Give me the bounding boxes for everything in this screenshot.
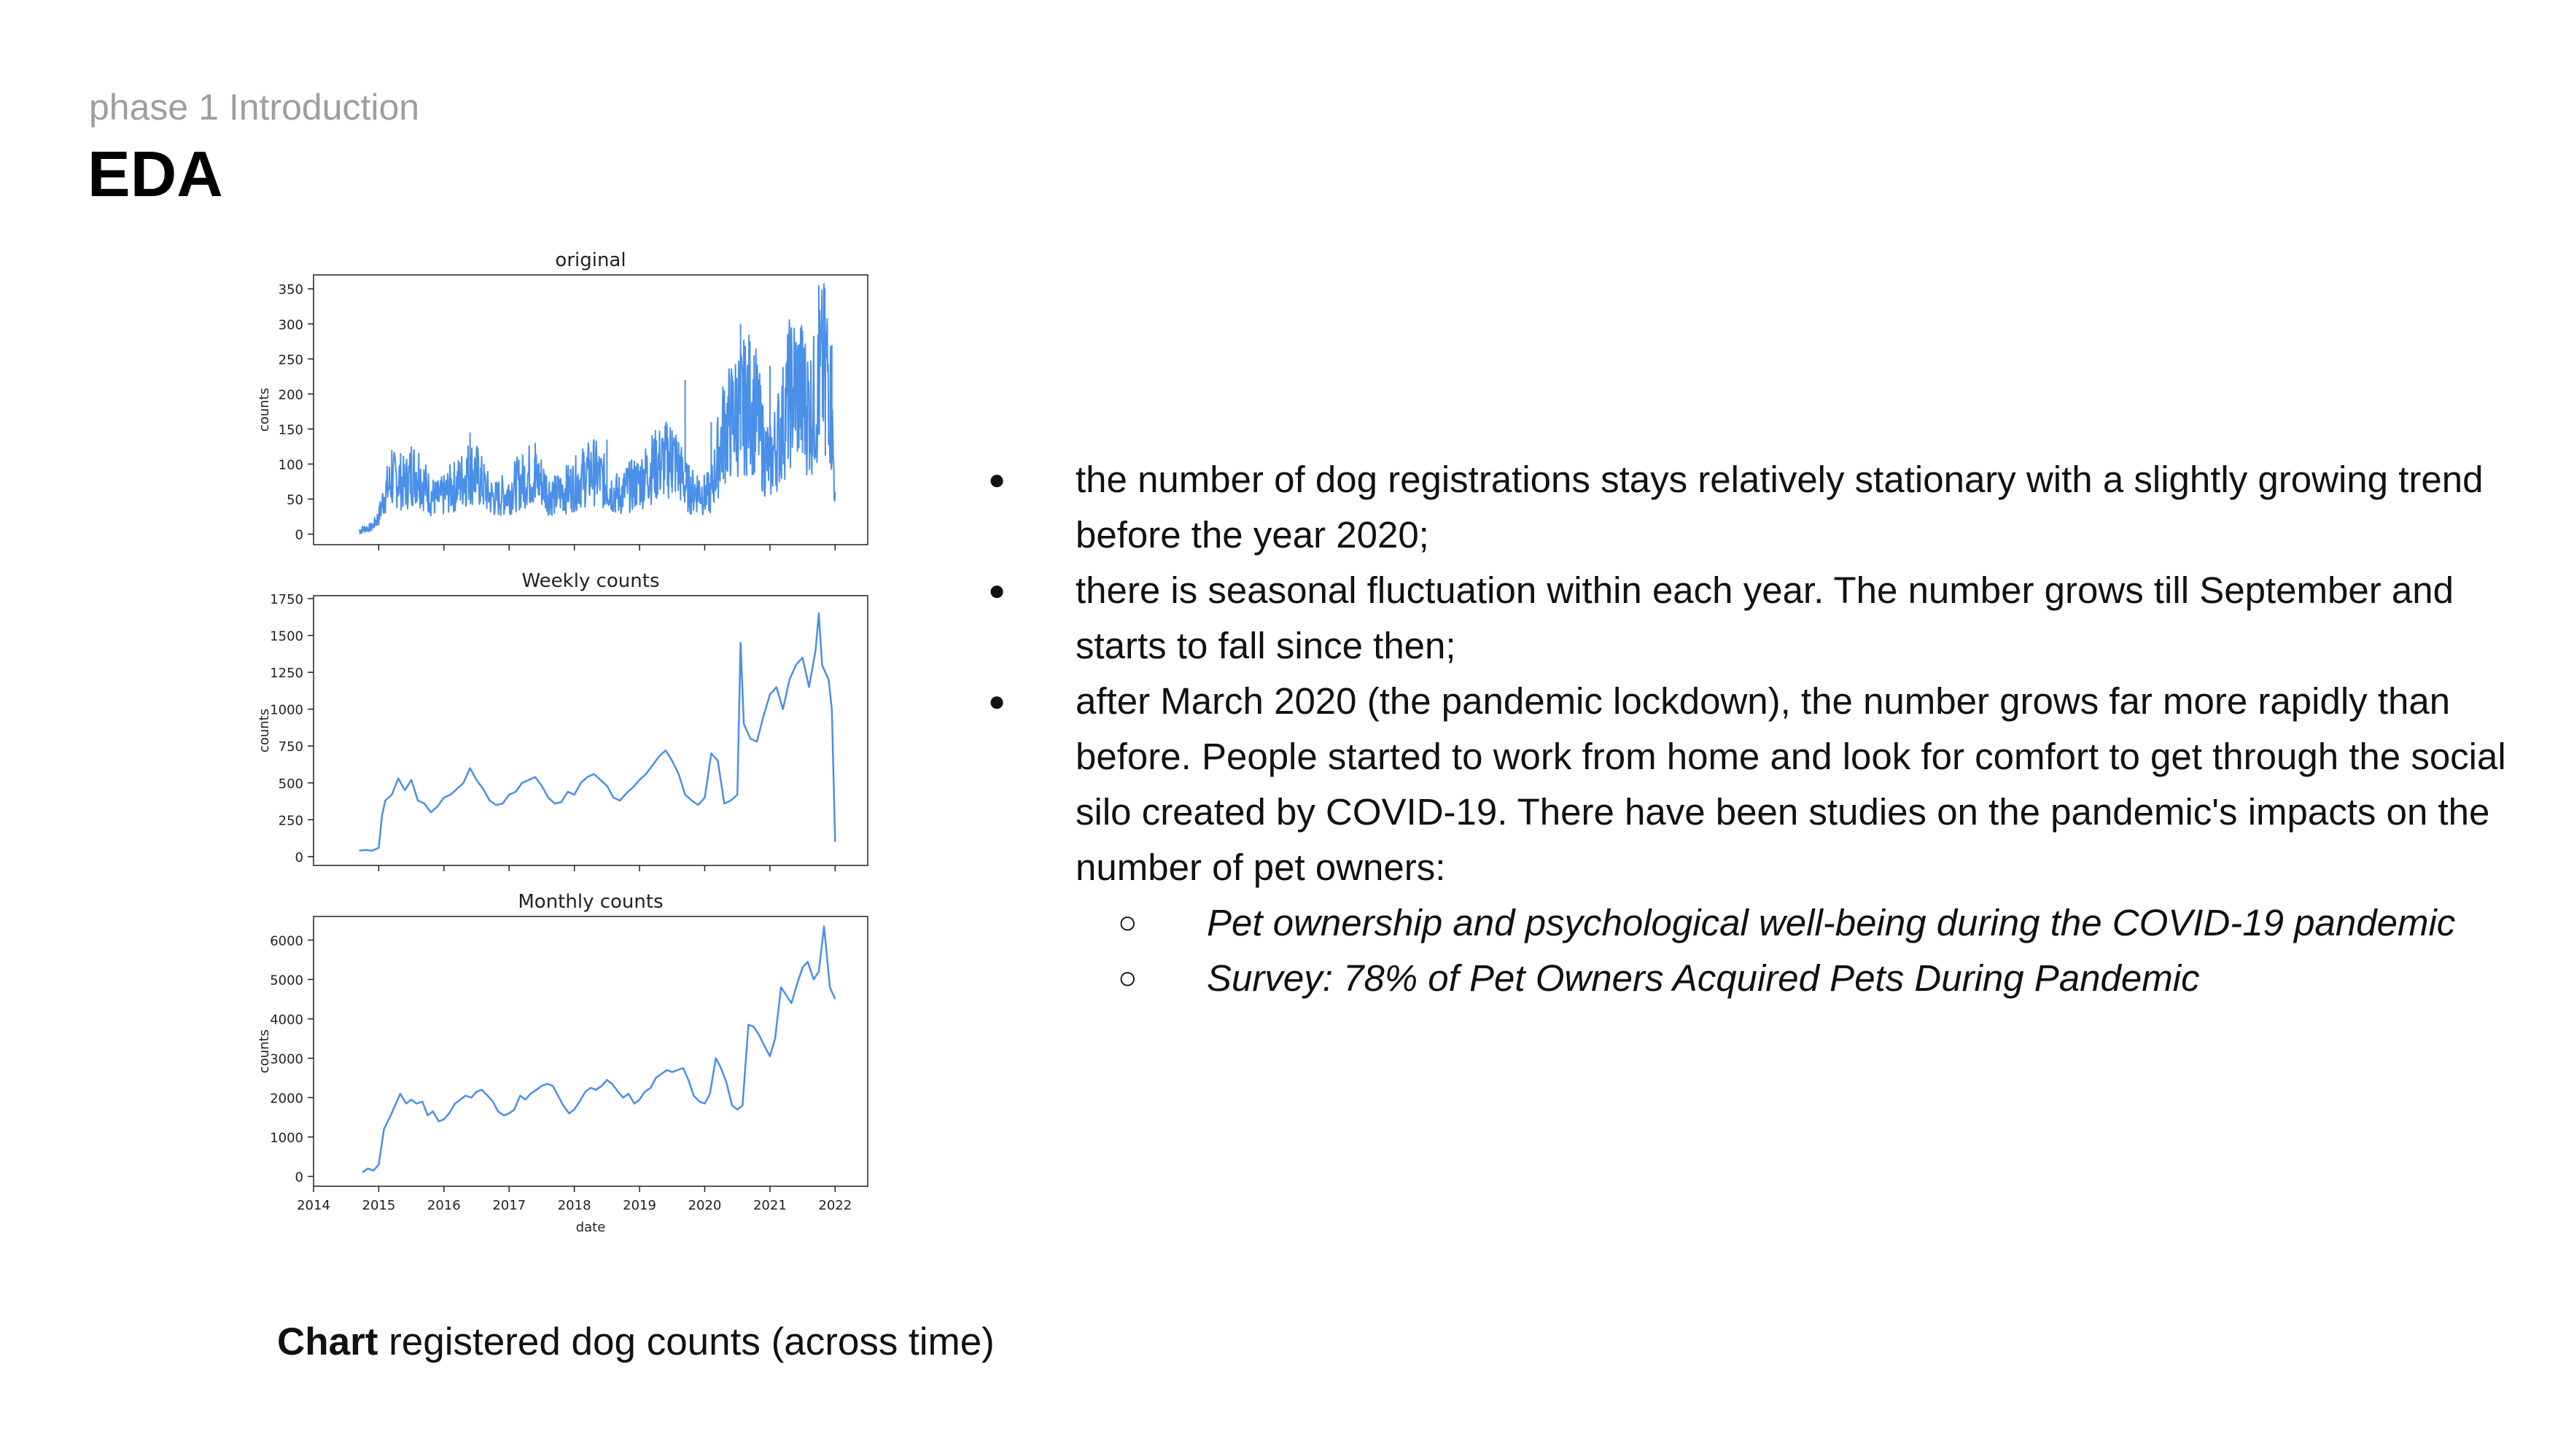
y-tick-label: 1000 [270,702,303,718]
plot-frame [314,916,868,1186]
y-tick-label: 300 [278,317,303,333]
bullet-item [988,674,2519,895]
x-tick-label: 2015 [362,1198,396,1213]
bullet-marker: ● [988,575,1006,607]
y-tick-label: 250 [278,813,303,829]
y-tick-label: 50 [287,492,303,508]
x-tick-label: 2018 [557,1198,591,1213]
y-tick-label: 250 [278,352,303,368]
chart-title: original [555,249,626,271]
y-tick-label: 5000 [270,973,303,989]
survey-link[interactable]: Survey: 78% of Pet Owners Acquired Pets During Pandemic [1207,957,2200,999]
x-tick-label: 2020 [688,1198,722,1213]
y-tick-label: 350 [278,282,303,298]
study-link[interactable]: Pet ownership and psychological well-being during the COVID-19 pandemic [1207,902,2456,943]
x-tick-label: 2016 [427,1198,461,1213]
y-tick-label: 1750 [270,592,303,608]
bullet-item [988,563,2519,674]
x-tick-label: 2022 [818,1198,852,1213]
section-subtitle: phase 1 Introduction [89,87,420,128]
chart-caption [277,1320,995,1364]
chart-stack [241,241,897,1247]
y-tick-label: 0 [295,527,303,543]
x-tick-label: 2019 [623,1198,656,1213]
plot-frame [314,596,868,865]
y-tick-label: 4000 [270,1012,303,1028]
bullet-marker: ● [988,685,1006,717]
sub-bullet-marker: ○ [1118,960,1138,996]
chart-title: Weekly counts [521,570,660,592]
x-tick-label: 2017 [492,1198,526,1213]
y-tick-label: 1500 [270,628,303,645]
series-line [362,927,835,1173]
bullet-marker: ● [988,464,1006,496]
bullet-list [988,452,2519,1006]
y-axis-label: counts [257,387,272,432]
x-tick-label: 2021 [753,1198,787,1213]
series-line [359,613,836,851]
y-tick-label: 500 [278,776,303,792]
y-tick-label: 2000 [270,1091,303,1107]
x-axis-label: date [575,1220,606,1235]
caption-bold: Chart [277,1320,378,1363]
y-tick-label: 0 [295,849,303,865]
sub-bullet-item[interactable] [988,895,2519,951]
y-tick-label: 750 [278,739,303,755]
y-tick-label: 150 [278,422,303,438]
y-tick-label: 3000 [270,1051,303,1067]
y-axis-label: counts [257,1029,272,1074]
bullet-text: the number of dog registrations stays relatively stationary with a slightly growing trend before the year 2020; [1076,459,2484,556]
y-tick-label: 200 [278,387,303,403]
y-axis-label: counts [257,708,272,753]
caption-text: registered dog counts (across time) [378,1320,995,1363]
y-tick-label: 100 [278,457,303,473]
bullet-text: after March 2020 (the pandemic lockdown), the number grows far more rapidly than before. People started to work from home and look for comfort to get through the social silo created by COVID-19. There have been studies on the pandemic's impacts on the number of pet owners: [1076,680,2506,888]
bullet-text: there is seasonal fluctuation within each year. The number grows till September and starts to fall since then; [1076,569,2454,666]
series-line [359,284,836,533]
sub-bullet-marker: ○ [1118,905,1138,941]
page-title: EDA [88,138,223,210]
sub-bullet-item[interactable] [988,951,2519,1006]
chart-title: Monthly counts [518,891,664,913]
y-tick-label: 1000 [270,1130,303,1146]
x-tick-label: 2014 [297,1198,330,1213]
y-tick-label: 1250 [270,666,303,682]
y-tick-label: 6000 [270,933,303,949]
bullet-item [988,452,2519,563]
y-tick-label: 0 [295,1169,303,1186]
